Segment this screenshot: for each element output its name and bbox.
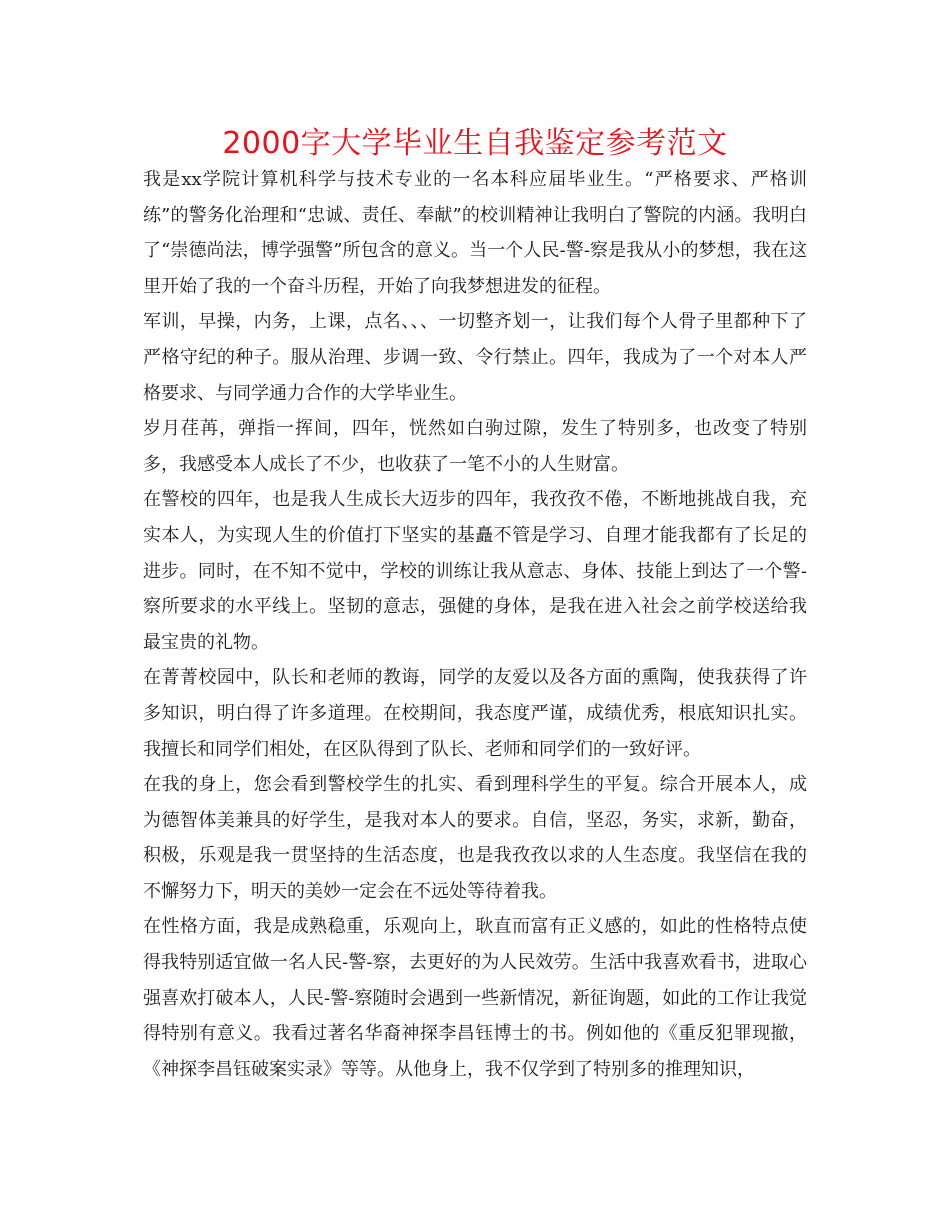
paragraph-6: 在我的身上，您会看到警校学生的扎实、看到理科学生的平复。综合开展本人，成为德智体美兼具的好学生，是我对本人的要求。自信，坚忍，务实，求新，勤奋，积极，乐观是我一贯坚持的生活态度，也是我孜孜以求的人生态度。我坚信在我的不懈努力下，明天的美妙一定会在不远处等待着我。	[143, 774, 807, 902]
paragraph-3: 岁月荏苒，弹指一挥间，四年，恍然如白驹过隙，发生了特别多，也改变了特别多，我感受本人成长了不少，也收获了一笔不小的人生财富。	[143, 418, 807, 475]
document-title: 2000字大学毕业生自我鉴定参考范文	[222, 126, 728, 161]
paragraph-5: 在菁菁校园中，队长和老师的教诲，同学的友爱以及各方面的熏陶，使我获得了许多知识，明白得了许多道理。在校期间，我态度严谨，成绩优秀，根底知识扎实。我擅长和同学们相处，在区队得到了队长、老师和同学们的一致好评。	[143, 667, 807, 760]
paragraph-2: 军训，早操，内务，上课，点名、、、一切整齐划一，让我们每个人骨子里都种下了严格守纪的种子。服从治理、步调一致、令行禁止。四年，我成为了一个对本人严格要求、与同学通力合作的大学毕业生。	[143, 311, 807, 404]
paragraph-4: 在警校的四年，也是我人生成长大迈步的四年，我孜孜不倦，不断地挑战自我，充实本人，为实现人生的价值打下坚实的基矗不管是学习、自理才能我都有了长足的进步。同时，在不知不觉中，学校的训练让我从意志、身体、技能上到达了一个警-察所要求的水平线上。坚韧的意志，强健的身体，是我在进入社会之前学校送给我最宝贵的礼物。	[143, 489, 807, 653]
document-body	[143, 162, 807, 1087]
paragraph-1: 我是xx学院计算机科学与技术专业的一名本科应届毕业生。“严格要求、严格训练”的警务化治理和“忠诚、责任、奉献”的校训精神让我明白了警院的内涵。我明白了“崇德尚法，博学强警”所包含的意义。当一个人民-警-察是我从小的梦想，我在这里开始了我的一个奋斗历程，开始了向我梦想进发的征程。	[143, 169, 807, 297]
paragraph-7: 在性格方面，我是成熟稳重，乐观向上，耿直而富有正义感的，如此的性格特点使得我特别适宜做一名人民-警-察，去更好的为人民效劳。生活中我喜欢看书，进取心强喜欢打破本人，人民-警-察随时会遇到一些新情况，新征询题，如此的工作让我觉得特别有意义。我看过著名华裔神探李昌钰博士的书。例如他的《重反犯罪现撤，《神探李昌钰破案实录》等等。从他身上，我不仅学到了特别多的推理知识，	[143, 916, 807, 1080]
